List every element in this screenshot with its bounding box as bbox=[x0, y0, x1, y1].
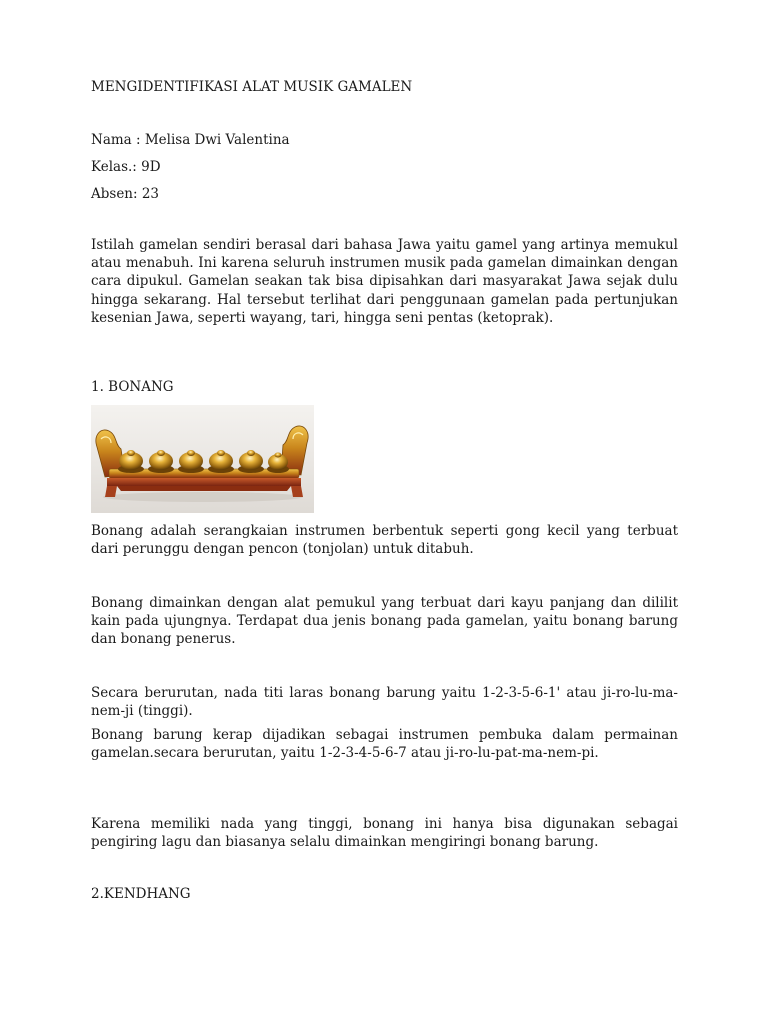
bonang-illustration bbox=[91, 405, 314, 513]
bonang-paragraph-1: Bonang adalah serangkaian instrumen berbentuk seperti gong kecil yang terbuat dari perunggu dengan pencon (tonjolan) untuk ditabuh. bbox=[91, 523, 678, 558]
student-class: Kelas.: 9D bbox=[91, 159, 161, 175]
section-heading-bonang: 1. BONANG bbox=[91, 379, 174, 395]
student-name: Nama : Melisa Dwi Valentina bbox=[91, 132, 290, 148]
section-heading-kendhang: 2.KENDHANG bbox=[91, 886, 191, 902]
document-title: MENGIDENTIFIKASI ALAT MUSIK GAMALEN bbox=[91, 79, 413, 95]
bonang-paragraph-2: Bonang dimainkan dengan alat pemukul yang terbuat dari kayu panjang dan dililit kain pada ujungnya. Terdapat dua jenis bonang pada gamelan, yaitu bonang barung dan bonang penerus. bbox=[91, 595, 678, 648]
intro-paragraph: Istilah gamelan sendiri berasal dari bahasa Jawa yaitu gamel yang artinya memukul atau menabuh. Ini karena seluruh instrumen musik pada gamelan dimainkan dengan cara dipukul. Gamelan seakan tak bisa dipisahkan dari masyarakat Jawa sejak dulu hingga sekarang. Hal tersebut terlihat dari penggunaan gamelan pada pertunjukan kesenian Jawa, seperti wayang, tari, hingga seni pentas (ketoprak). bbox=[91, 237, 678, 326]
bonang-paragraph-5: Karena memiliki nada yang tinggi, bonang ini hanya bisa digunakan sebagai pengiring lagu dan biasanya selalu dimainkan mengiringi bonang barung. bbox=[91, 816, 678, 851]
bonang-paragraph-4: Bonang barung kerap dijadikan sebagai instrumen pembuka dalam permainan gamelan.secara berurutan, yaitu 1-2-3-4-5-6-7 atau ji-ro-lu-pat-ma-nem-pi. bbox=[91, 727, 678, 762]
bonang-image bbox=[91, 405, 314, 513]
bonang-paragraph-3: Secara berurutan, nada titi laras bonang barung yaitu 1-2-3-5-6-1' atau ji-ro-lu-ma-nem-ji (tinggi). bbox=[91, 685, 678, 720]
student-absent-number: Absen: 23 bbox=[91, 186, 160, 202]
